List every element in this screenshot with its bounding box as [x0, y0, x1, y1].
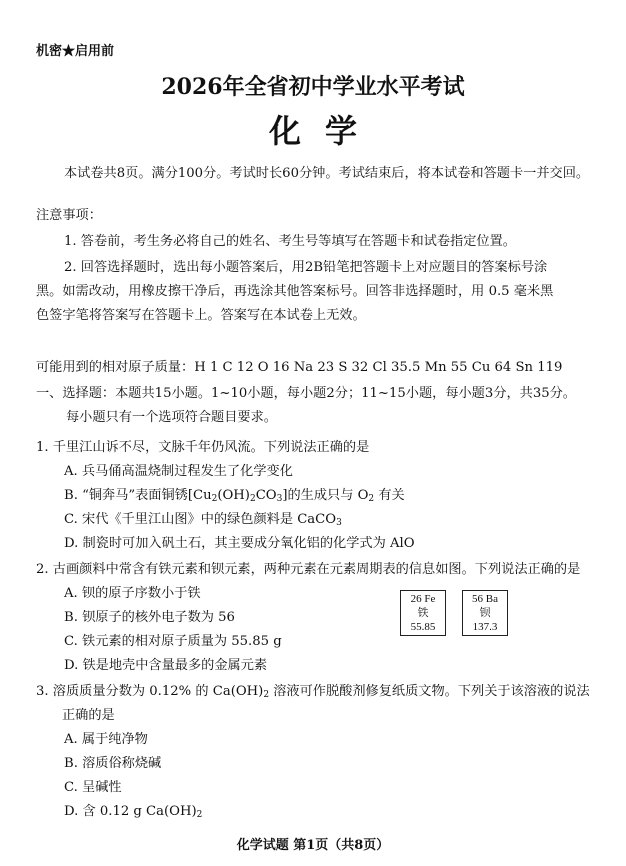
- question-3-option-a: A. 属于纯净物: [64, 732, 148, 747]
- iron-mass: 55.85: [410, 621, 436, 633]
- element-card-barium: [462, 590, 508, 636]
- question-1-stem: 1. 千里江山诉不尽，文脉千年仍风流。下列说法正确的是: [36, 440, 370, 455]
- barium-number-symbol: 56 Ba: [472, 593, 498, 605]
- question-3-stem: 3. 溶质质量分数为 0.12% 的 $Ca(OH)_2$ 溶液可作脱酸剂修复纸质文物。下列关于该溶液的说法: [36, 684, 590, 700]
- question-2-option-c: C. 铁元素的相对原子质量为 55.85 g: [64, 634, 282, 649]
- question-1-option-d: D. 制瓷时可加入矾土石，其主要成分氧化铝的化学式为 AlO: [64, 536, 415, 551]
- note-item-2-line1: 2. 回答选择题时，选出每小题答案后，用2B铅笔把答题卡上对应题目的答案标号涂: [64, 260, 548, 275]
- exam-title: 2026年全省初中学业水平考试: [161, 74, 465, 100]
- notes-heading: 注意事项：: [36, 208, 102, 223]
- section-1-heading: 一、选择题：本题共15小题。1~10小题，每小题2分；11~15小题，每小题3分，共35分。: [36, 386, 576, 401]
- question-1-option-a: A. 兵马俑高温烧制过程发生了化学变化: [64, 464, 293, 479]
- element-card-iron: [400, 590, 446, 636]
- iron-name: 铁: [417, 607, 429, 619]
- question-2-option-a: A. 钡的原子序数小于铁: [64, 586, 201, 601]
- note-item-1: 1. 答卷前，考生务必将自己的姓名、考生号等填写在答题卡和试卷指定位置。: [64, 234, 516, 249]
- question-3-stem-line2: 正确的是: [62, 708, 115, 723]
- subject-title: 化学: [268, 112, 381, 150]
- question-3-option-b: B. 溶质俗称烧碱: [64, 756, 162, 771]
- question-2-stem: 2. 古画颜料中常含有铁元素和钡元素，两种元素在元素周期表的信息如图。下列说法正确的是: [36, 562, 581, 577]
- section-1-note: 每小题只有一个选项符合题目要求。: [66, 410, 277, 425]
- intro-text: 本试卷共8页。满分100分。考试时长60分钟。考试结束后，将本试卷和答题卡一并交回。: [64, 166, 590, 181]
- confidential-label: 机密★启用前: [36, 44, 115, 59]
- note-item-2-line2: 黑。如需改动，用橡皮擦干净后，再选涂其他答案标号。回答非选择题时，用 0.5 毫米黑: [36, 284, 554, 299]
- question-2-option-d: D. 铁是地壳中含量最多的金属元素: [64, 658, 268, 673]
- question-3-option-d: D. 含 0.12 g $Ca(OH)_2$: [64, 804, 203, 820]
- question-3-option-c: C. 呈碱性: [64, 780, 122, 795]
- note-item-2-line3: 色签字笔将答案写在答题卡上。答案写在本试卷上无效。: [36, 308, 366, 323]
- barium-mass: 137.3: [472, 621, 498, 633]
- question-1-option-b: B. “铜奔马”表面铜锈$[Cu_2(OH)_2CO_3]$的生成只与 $O_2$ 有关: [64, 488, 405, 504]
- iron-number-symbol: 26 Fe: [410, 593, 436, 605]
- atomic-masses: 可能用到的相对原子质量：H 1 C 12 O 16 Na 23 S 32 Cl 35.5 Mn 55 Cu 64 Sn 119: [36, 360, 563, 375]
- barium-name: 钡: [479, 607, 491, 619]
- page-footer: 化学试题 第1页（共8页）: [236, 838, 390, 853]
- question-1-option-c: C. 宋代《千里江山图》中的绿色颜料是 CaCO$_3$: [64, 512, 342, 528]
- question-2-option-b: B. 钡原子的核外电子数为 56: [64, 610, 235, 625]
